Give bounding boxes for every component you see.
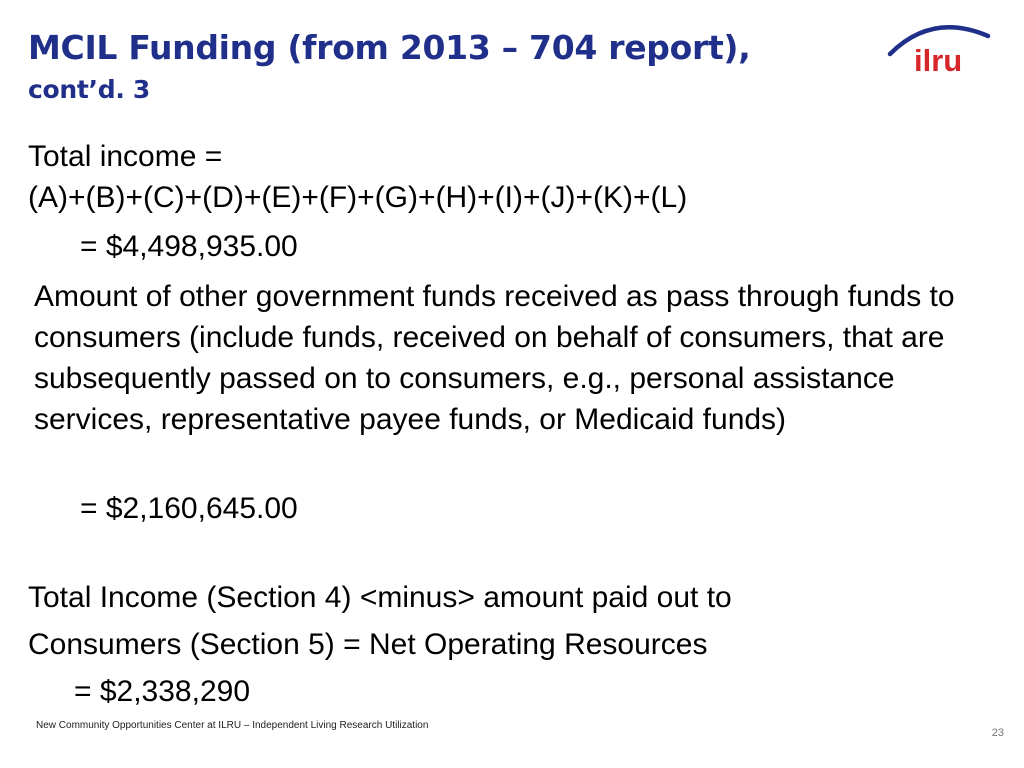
pass-through-description: Amount of other government funds received as pass through funds to consumers (include funds, received on behalf of consumers, that are subsequently passed on to consumers, e.g., personal assistance services, representative payee funds, or Medicaid funds)	[34, 280, 955, 436]
footer-text: New Community Opportunities Center at ILRU – Independent Living Research Utilization	[36, 720, 429, 731]
total-income-formula: (A)+(B)+(C)+(D)+(E)+(F)+(G)+(H)+(I)+(J)+(K)+(L)	[28, 181, 688, 214]
logo-text: ilru	[914, 43, 963, 76]
page-number: 23	[991, 727, 1004, 739]
net-resources-line2: Consumers (Section 5) = Net Operating Resources	[28, 628, 708, 661]
total-income-label: Total income =	[28, 140, 223, 173]
pass-through-value: = $2,160,645.00	[80, 492, 298, 525]
net-resources-value: = $2,338,290	[74, 675, 251, 708]
slide-title-line2: cont’d. 3	[28, 75, 151, 104]
net-resources-line1: Total Income (Section 4) <minus> amount paid out to	[28, 581, 732, 614]
slide-title	[28, 26, 750, 110]
ilru-logo	[884, 14, 994, 76]
slide-title-line1: MCIL Funding (from 2013 – 704 report),	[28, 28, 751, 67]
total-income-value: = $4,498,935.00	[80, 230, 298, 263]
